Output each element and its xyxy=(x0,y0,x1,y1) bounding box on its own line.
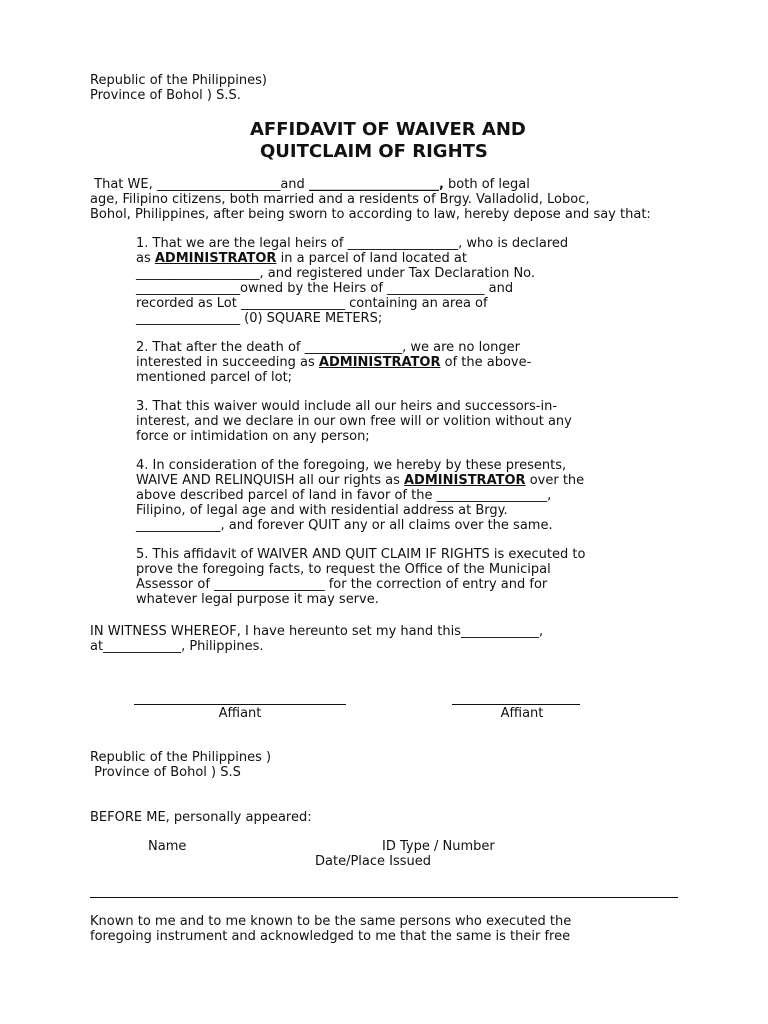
signature-line-right xyxy=(452,704,580,705)
signature-line-left xyxy=(134,704,346,705)
table-divider-line xyxy=(90,897,678,898)
para4-line-4: Filipino, of legal age and with residential address at Brgy. xyxy=(136,503,508,518)
para2-text-a: interested in succeeding as xyxy=(136,355,319,370)
intro-text-c: both of legal xyxy=(443,177,530,192)
jurat-header-line-2: Province of Bohol ) S.S xyxy=(90,765,241,780)
para4-text-c: over the xyxy=(525,473,585,488)
para1-line-2 xyxy=(136,251,467,266)
para4-line-5: _____________, and forever QUIT any or all claims over the same. xyxy=(136,518,553,533)
before-me-text: BEFORE ME, personally appeared: xyxy=(90,810,312,825)
para2-line-2 xyxy=(136,355,531,370)
para5-line-4: whatever legal purpose it may serve. xyxy=(136,592,379,607)
document-title-line-2: QUITCLAIM OF RIGHTS xyxy=(260,141,488,162)
closing-line-1: Known to me and to me known to be the same persons who executed the xyxy=(90,914,572,929)
witness-line-2: at____________, Philippines. xyxy=(90,639,264,654)
jurat-header-line-1: Republic of the Philippines ) xyxy=(90,750,272,765)
para1-line-5: recorded as Lot ________________ containing an area of xyxy=(136,296,488,311)
header-line-2: Province of Bohol ) S.S. xyxy=(90,88,241,103)
para5-line-3: Assessor of _________________ for the correction of entry and for xyxy=(136,577,548,592)
para3-line-3: force or intimidation on any person; xyxy=(136,429,370,444)
intro-text-a: That WE, ___________________and xyxy=(90,177,309,192)
header-line-1: Republic of the Philippines) xyxy=(90,73,267,88)
intro-line-1 xyxy=(90,177,530,192)
closing-line-2: foregoing instrument and acknowledged to me that the same is their free xyxy=(90,929,571,944)
para1-line-1: 1. That we are the legal heirs of _________________, who is declared xyxy=(136,236,569,251)
para2-line-1: 2. That after the death of _______________, we are no longer xyxy=(136,340,521,355)
intro-line-3: Bohol, Philippines, after being sworn to according to law, hereby depose and say that: xyxy=(90,207,651,222)
para1-line-3: ___________________, and registered under Tax Declaration No. xyxy=(136,266,536,281)
affiant-label-left: Affiant xyxy=(218,706,262,721)
para2-line-3: mentioned parcel of lot; xyxy=(136,370,293,385)
administrator-term: ADMINISTRATOR xyxy=(318,355,441,370)
para4-line-3: above described parcel of land in favor of the _________________, xyxy=(136,488,552,503)
column-header-date: Date/Place Issued xyxy=(315,854,432,869)
para2-text-c: of the above- xyxy=(440,355,532,370)
column-header-id: ID Type / Number xyxy=(382,839,495,854)
para1-line-4: ________________owned by the Heirs of _______________ and xyxy=(136,281,514,296)
intro-line-2: age, Filipino citizens, both married and a residents of Brgy. Valladolid, Loboc, xyxy=(90,192,590,207)
document-title-line-1: AFFIDAVIT OF WAIVER AND xyxy=(250,119,526,140)
para1-text-a: as xyxy=(136,251,155,266)
column-header-name: Name xyxy=(148,839,187,854)
para4-text-a: WAIVE AND RELINQUISH all our rights as xyxy=(136,473,404,488)
para3-line-2: interest, and we declare in our own free will or volition without any xyxy=(136,414,572,429)
para1-text-c: in a parcel of land located at xyxy=(276,251,467,266)
intro-blank-bold: ____________________, xyxy=(308,177,444,192)
witness-line-1: IN WITNESS WHEREOF, I have hereunto set my hand this____________, xyxy=(90,624,544,639)
para1-line-6: ________________ (0) SQUARE METERS; xyxy=(136,311,383,326)
para5-line-2: prove the foregoing facts, to request the Office of the Municipal xyxy=(136,562,551,577)
administrator-term: ADMINISTRATOR xyxy=(403,473,526,488)
para4-line-2 xyxy=(136,473,584,488)
affiant-label-right: Affiant xyxy=(500,706,544,721)
para5-line-1: 5. This affidavit of WAIVER AND QUIT CLAIM IF RIGHTS is executed to xyxy=(136,547,586,562)
para4-line-1: 4. In consideration of the foregoing, we hereby by these presents, xyxy=(136,458,567,473)
para3-line-1: 3. That this waiver would include all our heirs and successors-in- xyxy=(136,399,558,414)
administrator-term: ADMINISTRATOR xyxy=(154,251,277,266)
